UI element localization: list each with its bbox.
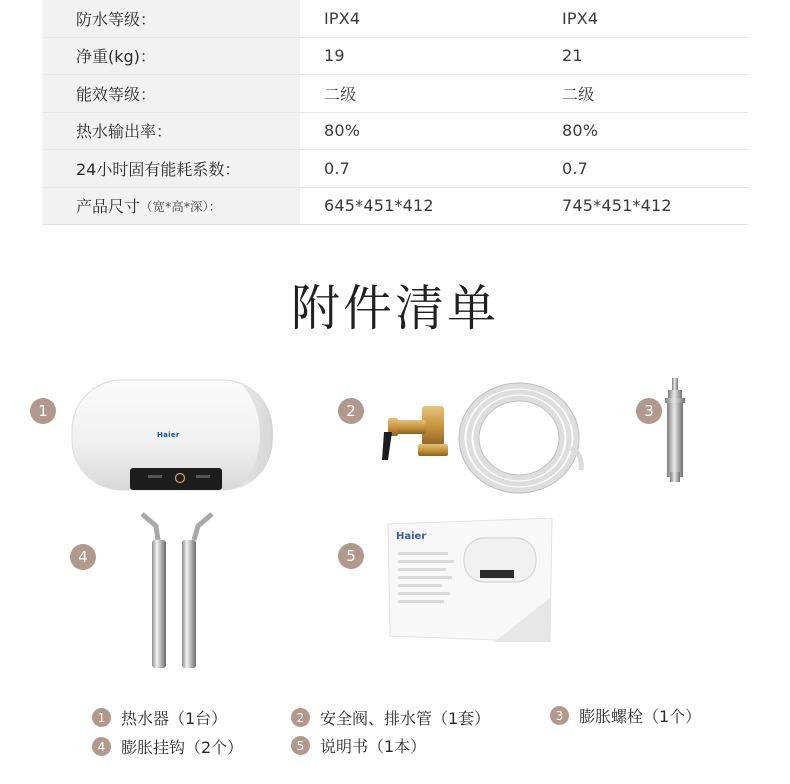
legend-badge: 3 (550, 706, 569, 725)
spec-label: 防水等级： (42, 0, 300, 37)
spec-table (42, 0, 748, 225)
badge-1: 1 (30, 398, 56, 424)
accessories-title: 附件清单 (290, 280, 499, 337)
legend-badge: 1 (92, 708, 111, 727)
spec-row-energy-coefficient (42, 150, 748, 188)
badge-5: 5 (338, 543, 364, 569)
spec-label: 24小时固有能耗系数： (42, 150, 300, 187)
legend-item-4 (92, 735, 243, 758)
badge-2: 2 (338, 398, 364, 424)
spec-value-model-1: 19 (324, 46, 345, 66)
legend-item-3 (550, 704, 701, 727)
spec-value-model-1: 二级 (324, 84, 357, 104)
water-heater-image (70, 376, 275, 496)
spec-value-model-1: 0.7 (324, 158, 351, 178)
badge-4: 4 (70, 544, 96, 570)
legend-badge: 5 (291, 736, 310, 755)
legend-text: 热水器（1台） (121, 709, 228, 728)
safety-valve-image (378, 400, 450, 464)
legend-item-5 (291, 734, 426, 757)
legend-badge: 2 (291, 708, 310, 727)
legend-item-2 (291, 706, 490, 729)
spec-value-model-2: IPX4 (562, 8, 599, 28)
spec-row-hot-water-output (42, 113, 748, 151)
spec-label: 能效等级： (42, 75, 300, 112)
spec-value-model-2: 0.7 (562, 158, 589, 178)
spec-row-energy-grade (42, 75, 748, 113)
legend-text: 膨胀螺栓（1个） (579, 707, 702, 726)
heater-brand-logo: Haier (157, 431, 180, 439)
spec-row-net-weight (42, 38, 748, 76)
legend-badge: 4 (92, 737, 111, 756)
spec-value-model-2: 二级 (562, 84, 595, 104)
spec-label-note: （宽*高*深）： (140, 198, 222, 214)
spec-value-model-2: 21 (562, 46, 583, 66)
expansion-bolt-image (662, 378, 688, 482)
legend-item-1 (92, 706, 227, 729)
spec-value-model-2: 80% (562, 121, 599, 141)
manual-brand-logo: Haier (396, 531, 427, 542)
spec-label: 热水输出率： (42, 113, 300, 150)
spec-value-model-1: 80% (324, 121, 361, 141)
spec-row-waterproof (42, 0, 748, 38)
legend-text: 膨胀挂钩（2个） (121, 738, 244, 757)
expansion-hooks-image (134, 510, 218, 672)
legend-text: 安全阀、排水管（1套） (320, 709, 491, 728)
spec-value-model-2: 745*451*412 (562, 196, 672, 216)
manual-image (384, 518, 556, 642)
spec-value-model-1: 645*451*412 (324, 196, 434, 216)
badge-3: 3 (636, 398, 662, 424)
legend-text: 说明书（1本） (320, 737, 427, 756)
drain-hose-image (457, 378, 589, 496)
spec-label: 净重(kg)： (42, 38, 300, 75)
spec-label: 产品尺寸 （宽*高*深）： (42, 188, 300, 225)
spec-value-model-1: IPX4 (324, 8, 361, 28)
spec-row-dimensions (42, 188, 748, 226)
